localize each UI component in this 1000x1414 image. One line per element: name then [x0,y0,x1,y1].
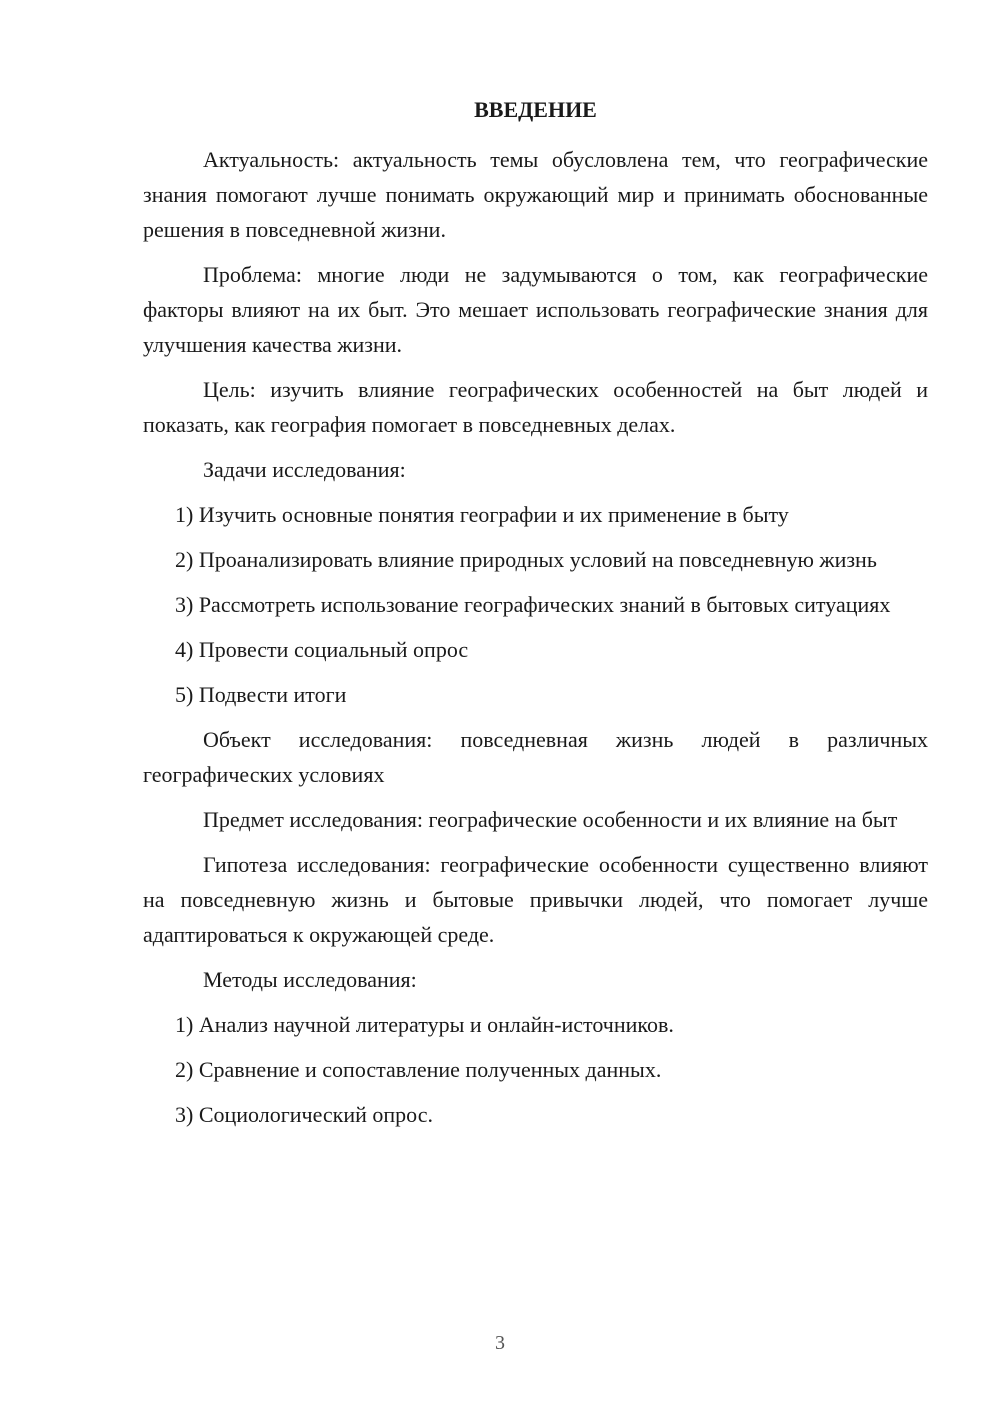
method-item-3: 3) Социологический опрос. [175,1102,433,1127]
task-item-3: 3) Рассмотреть использование географических знаний в бытовых ситуациях [175,592,891,617]
tasks-heading: Задачи исследования: [203,457,406,482]
task-item-4: 4) Провести социальный опрос [175,637,469,662]
paragraph-object: Объект исследования: повседневная жизнь людей в различных географических условиях [143,727,928,787]
task-item-5: 5) Подвести итоги [175,682,347,707]
page-number: 3 [495,1332,505,1354]
section-title: ВВЕДЕНИЕ [474,97,597,122]
task-item-2: 2) Проанализировать влияние природных условий на повседневную жизнь [175,547,877,572]
method-item-1: 1) Анализ научной литературы и онлайн-источников. [175,1012,674,1037]
paragraph-problem: Проблема: многие люди не задумываются о том, как географические факторы влияют на их быт. Это мешает использовать географические знания для улучшения качества жизни. [143,262,928,357]
methods-heading: Методы исследования: [203,967,417,992]
task-item-1: 1) Изучить основные понятия географии и их применение в быту [175,502,789,527]
paragraph-goal: Цель: изучить влияние географических особенностей на быт людей и показать, как география помогает в повседневных делах. [143,377,928,437]
paragraph-hypothesis: Гипотеза исследования: географические особенности существенно влияют на повседневную жизнь и бытовые привычки людей, что помогает лучше адаптироваться к окружающей среде. [143,852,928,947]
paragraph-relevance: Актуальность: актуальность темы обусловлена тем, что географические знания помогают лучше понимать окружающий мир и принимать обоснованные решения в повседневной жизни. [143,147,928,242]
document-page [143,92,928,1142]
method-item-2: 2) Сравнение и сопоставление полученных данных. [175,1057,662,1082]
paragraph-subject: Предмет исследования: географические особенности и их влияние на быт [203,807,898,832]
